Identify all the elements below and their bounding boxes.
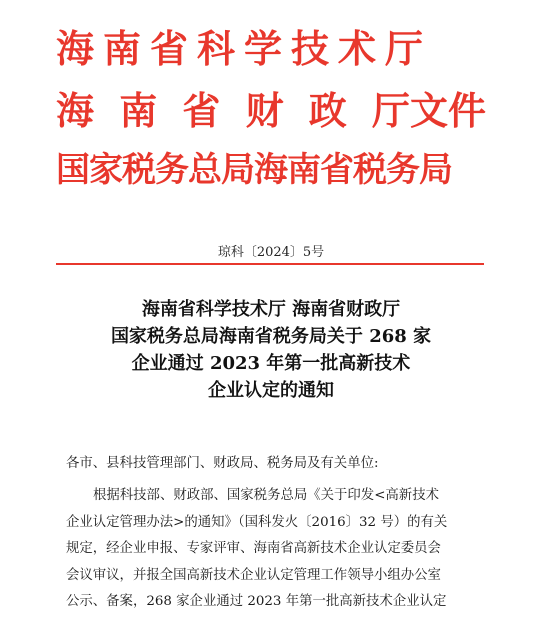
issuer-line-2-char: 厅文件 [371, 88, 486, 133]
red-separator-rule [56, 263, 484, 265]
body-line: 公示、备案，268 家企业通过 2023 年第一批高新技术企业认定 [66, 594, 447, 609]
body-line: 规定，经企业申报、专家评审、海南省高新技术企业认定委员会 [66, 541, 441, 556]
notice-title [0, 296, 542, 404]
issuer-line-2-char: 省 [182, 88, 221, 133]
body-paragraph [66, 483, 486, 616]
issuer-line-1: 海南省科学技术厅 [56, 26, 433, 71]
addressee: 各市、县科技管理部门、财政局、税务局及有关单位: [66, 456, 379, 471]
body-line: 企业认定管理办法>的通知》（国科发火〔2016〕32 号）的有关 [66, 514, 448, 530]
notice-title-line: 国家税务总局海南省税务局关于 268 家 [110, 326, 432, 347]
document-number: 琼科〔2024〕5号 [217, 245, 325, 260]
issuer-line-3: 国家税务总局海南省税务局 [56, 150, 452, 190]
issuer-line-2-char: 财 [245, 88, 284, 133]
issuer-line-2-char: 南 [119, 88, 158, 133]
notice-title-line: 企业认定的通知 [208, 380, 334, 401]
body-line: 根据科技部、财政部、国家税务总局《关于印发<高新技术 [93, 488, 439, 503]
notice-title-line: 企业通过 2023 年第一批高新技术 [131, 353, 411, 374]
issuer-line-2 [56, 80, 486, 135]
notice-title-line: 海南省科学技术厅 海南省财政厅 [141, 299, 401, 320]
issuer-line-2-char: 政 [308, 88, 347, 133]
body-line: 会议审议，并报全国高新技术企业认定管理工作领导小组办公室 [66, 567, 441, 583]
issuer-line-2-char: 海 [56, 88, 95, 133]
